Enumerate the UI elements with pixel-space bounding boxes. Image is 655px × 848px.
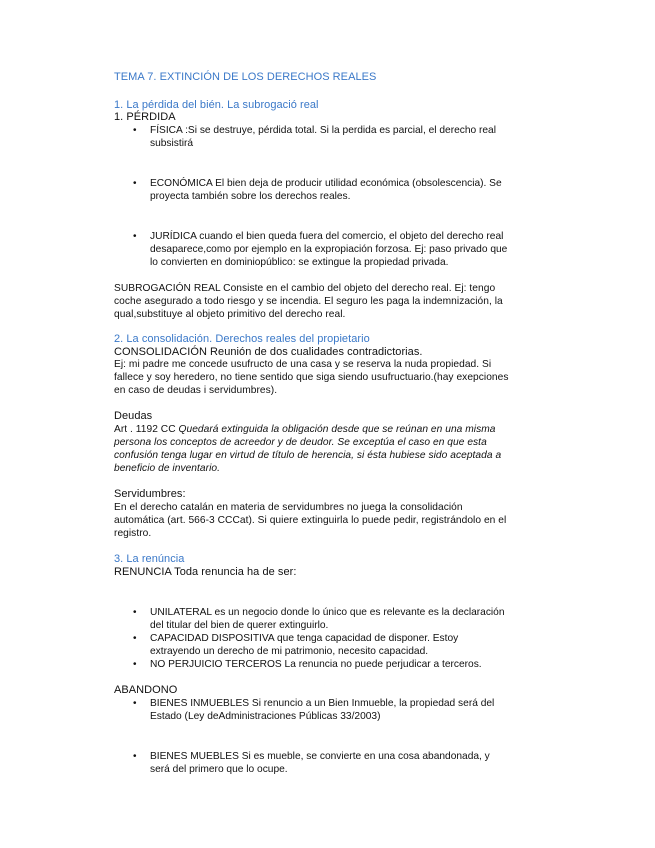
capacidad-line-1: CAPACIDAD DISPOSITIVA que tenga capacidad de disponer. Estoy	[150, 633, 459, 644]
juridica-line-1: JURÍDICA cuando el bien queda fuera del comercio, el objeto del derecho real	[150, 231, 504, 242]
unilateral-line-1: UNILATERAL es un negocio donde lo único que es relevante es la declaración	[150, 607, 505, 618]
juridica-line-3: lo convierten en dominiopúblico: se extingue la propiedad privada.	[150, 257, 449, 268]
bullet-icon: •	[133, 125, 137, 136]
serv-line-1: En el derecho catalán en materia de servidumbres no juega la consolidación	[114, 502, 463, 513]
inmuebles-line-2: Estado (Ley deAdministraciones Públicas 33/2003)	[150, 711, 381, 722]
muebles-line-1: BIENES MUEBLES Si es mueble, se convierte en una cosa abandonada, y	[150, 751, 490, 762]
bullet-icon: •	[133, 698, 137, 709]
fisica-line-2: subsistirá	[150, 138, 194, 149]
abandono-label: ABANDONO	[114, 684, 178, 696]
bullet-icon: •	[133, 231, 137, 242]
muebles-line-2: será del primero que lo ocupe.	[150, 764, 288, 775]
unilateral-line-2: del titular del bien de querer extinguirlo.	[150, 620, 329, 631]
subrogacion-line-2: coche asegurado a todo riesgo y se incendia. El seguro les paga la indemnización, la	[114, 296, 503, 307]
art-quote-line-3: confusión tenga lugar en virtud de título de herencia, si ésta hubiese sido aceptada a	[114, 450, 502, 461]
art-line-1	[114, 423, 496, 436]
art-quote-line-1: Quedará extinguida la obligación desde que se reúnan en una misma	[178, 424, 496, 435]
subrogacion-line-3: qual,substituye al objeto primitivo del derecho real.	[114, 309, 346, 320]
serv-line-2: automática (art. 566-3 CCCat). Si quiere extinguirla lo puede pedir, registrándolo en el	[114, 515, 507, 526]
section-2-heading: 2. La consolidación. Derechos reales del propietario	[114, 333, 370, 345]
servidumbres-label: Servidumbres:	[114, 488, 186, 500]
art-quote-line-4: beneficio de inventario.	[114, 463, 220, 474]
serv-line-3: registro.	[114, 528, 152, 539]
ej-line-2: fallece y soy heredero, no tiene sentido que siga siendo usufructuario.(hay exepciones	[114, 372, 509, 383]
art-quote-line-2: persona los conceptos de acreedor y de deudor. Se exceptúa el caso en que esta	[114, 437, 487, 448]
inmuebles-line-1: BIENES INMUEBLES Si renuncio a un Bien Inmueble, la propiedad será del	[150, 698, 495, 709]
economica-line-1: ECONÓMICA El bien deja de producir utilidad económica (obsolescencia). Se	[150, 178, 502, 189]
capacidad-line-2: extrayendo un derecho de mi patrimonio, necesito capacidad.	[150, 646, 429, 657]
bullet-icon: •	[133, 659, 137, 670]
bullet-icon: •	[133, 607, 137, 618]
perdida-label: 1. PÉRDIDA	[114, 111, 176, 123]
consolidacion-definition: CONSOLIDACIÓN Reunión de dos cualidades contradictorias.	[114, 346, 423, 358]
renuncia-definition: RENUNCIA Toda renuncia ha de ser:	[114, 566, 297, 578]
bullet-icon: •	[133, 178, 137, 189]
art-reference: Art . 1192 CC	[114, 424, 179, 435]
bullet-icon: •	[133, 633, 137, 644]
section-3-heading: 3. La renúncia	[114, 553, 185, 565]
section-1-heading: 1. La pérdida del bién. La subrogació real	[114, 99, 319, 111]
economica-line-2: proyecta también sobre los derechos reales.	[150, 191, 351, 202]
ej-line-3: en caso de deudas i servidumbres).	[114, 385, 278, 396]
juridica-line-2: desaparece,como por ejemplo en la expropiación forzosa. Ej: paso privado que	[150, 244, 508, 255]
ej-line-1: Ej: mi padre me concede usufructo de una casa y se reserva la nuda propiedad. Si	[114, 359, 492, 370]
fisica-line-1: FÍSICA :Si se destruye, pérdida total. Si la perdida es parcial, el derecho real	[150, 125, 496, 136]
no-perjuicio-line: NO PERJUICIO TERCEROS La renuncia no puede perjudicar a terceros.	[150, 659, 482, 670]
deudas-label: Deudas	[114, 410, 153, 422]
bullet-icon: •	[133, 751, 137, 762]
subrogacion-line-1: SUBROGACIÓN REAL Consiste en el cambio del objeto del derecho real. Ej: tengo	[114, 283, 496, 294]
document-title: TEMA 7. EXTINCIÓN DE LOS DERECHOS REALES	[114, 71, 377, 83]
